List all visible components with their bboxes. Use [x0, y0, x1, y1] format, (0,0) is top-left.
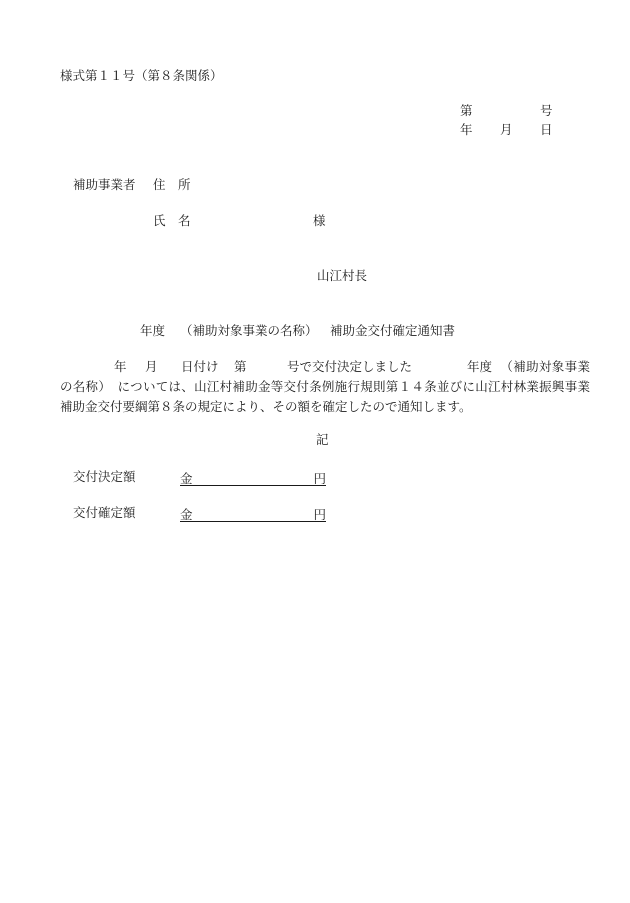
issuer: 山江村長 — [317, 268, 368, 283]
amount-label-decided: 交付決定額 — [73, 469, 136, 484]
body-date-year: 年 — [114, 359, 127, 374]
doc-number-suffix: 号 — [540, 103, 553, 118]
form-label: 様式第１１号（第８条関係） — [60, 68, 223, 83]
date-day: 日 — [540, 122, 553, 137]
title-project: （補助対象事業の名称） — [180, 323, 318, 338]
body-date-day: 日付け — [181, 359, 219, 374]
body-date-month: 月 — [145, 359, 158, 374]
amount-prefix: 金 — [180, 471, 193, 486]
name-label: 氏 名 — [153, 213, 191, 228]
body-number-prefix: 第 — [234, 359, 247, 374]
amount-label-confirmed: 交付確定額 — [73, 505, 136, 520]
date-month: 月 — [500, 122, 513, 137]
body-decided-text: 号で交付決定しました — [287, 359, 413, 374]
address-label: 住 所 — [153, 177, 191, 192]
amount-suffix: 円 — [313, 507, 326, 522]
amount-line-confirmed — [180, 505, 326, 522]
body-rest-text: （補助対象事業の名称） については、山江村補助金等交付条例施行規則第１４条並びに山江村林業振興事業補助金交付要綱第８条の規定により、その額を確定したので通知します。 — [60, 359, 590, 414]
date-year: 年 — [460, 122, 473, 137]
amount-prefix: 金 — [180, 507, 193, 522]
amount-suffix: 円 — [313, 471, 326, 486]
title-year: 年度 — [140, 323, 166, 338]
honorific: 様 — [313, 213, 326, 228]
body-fiscal-year: 年度 — [467, 359, 493, 374]
title-text: 補助金交付確定通知書 — [330, 323, 456, 338]
doc-number-prefix: 第 — [460, 103, 473, 118]
amount-line-decided — [180, 469, 326, 486]
body-paragraph — [60, 357, 590, 417]
record-mark: 記 — [316, 432, 329, 447]
recipient-role: 補助事業者 — [73, 177, 136, 192]
